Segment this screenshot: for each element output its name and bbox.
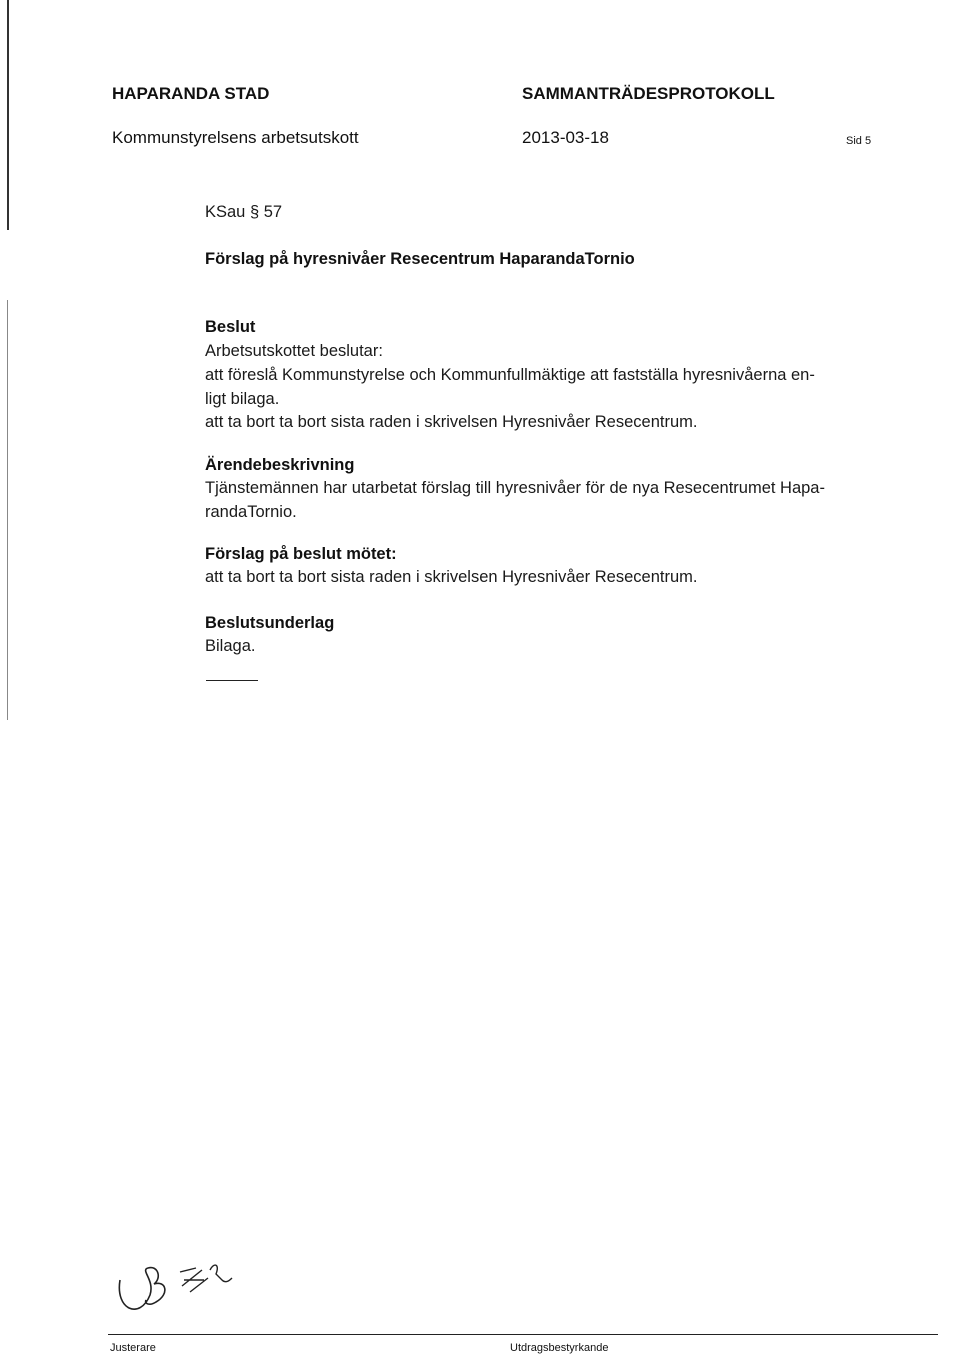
handwritten-initials-signature bbox=[110, 1250, 270, 1330]
committee-name: Kommunstyrelsens arbetsutskott bbox=[112, 128, 359, 147]
arende-line-2: randaTornio. bbox=[205, 503, 297, 521]
page-number: Sid 5 bbox=[846, 135, 872, 147]
forslag-heading: Förslag på beslut mötet: bbox=[205, 545, 397, 563]
paragraph-number: KSau § 57 bbox=[205, 203, 283, 221]
item-title: Förslag på hyresnivåer Resecentrum HaparandaTornio bbox=[205, 250, 635, 268]
arende-heading: Ärendebeskrivning bbox=[205, 456, 355, 474]
beslut-line-3: att ta bort ta bort sista raden i skrivelsen Hyresnivåer Resecentrum. bbox=[205, 413, 698, 431]
section-end-rule bbox=[206, 680, 258, 681]
scan-edge-line-lower bbox=[7, 300, 8, 720]
beslut-line-2: ligt bilaga. bbox=[205, 390, 280, 408]
beslut-line-1: att föreslå Kommunstyrelse och Kommunfullmäktige att fastställa hyresnivåerna en- bbox=[205, 366, 815, 384]
forslag-text: att ta bort ta bort sista raden i skrivelsen Hyresnivåer Resecentrum. bbox=[205, 568, 698, 586]
org-name: HAPARANDA STAD bbox=[112, 84, 270, 103]
beslut-intro: Arbetsutskottet beslutar: bbox=[205, 342, 383, 360]
justerare-label: Justerare bbox=[110, 1342, 156, 1354]
scan-edge-line bbox=[7, 0, 9, 230]
meeting-date: 2013-03-18 bbox=[522, 128, 609, 147]
footer-rule bbox=[108, 1334, 938, 1335]
underlag-text: Bilaga. bbox=[205, 637, 256, 655]
utdragsbestyrkande-label: Utdragsbestyrkande bbox=[510, 1342, 609, 1354]
arende-line-1: Tjänstemännen har utarbetat förslag till hyresnivåer för de nya Resecentrumet Hapa- bbox=[205, 479, 825, 497]
underlag-heading: Beslutsunderlag bbox=[205, 614, 335, 632]
beslut-heading: Beslut bbox=[205, 318, 256, 336]
document-type: SAMMANTRÄDESPROTOKOLL bbox=[522, 84, 775, 103]
